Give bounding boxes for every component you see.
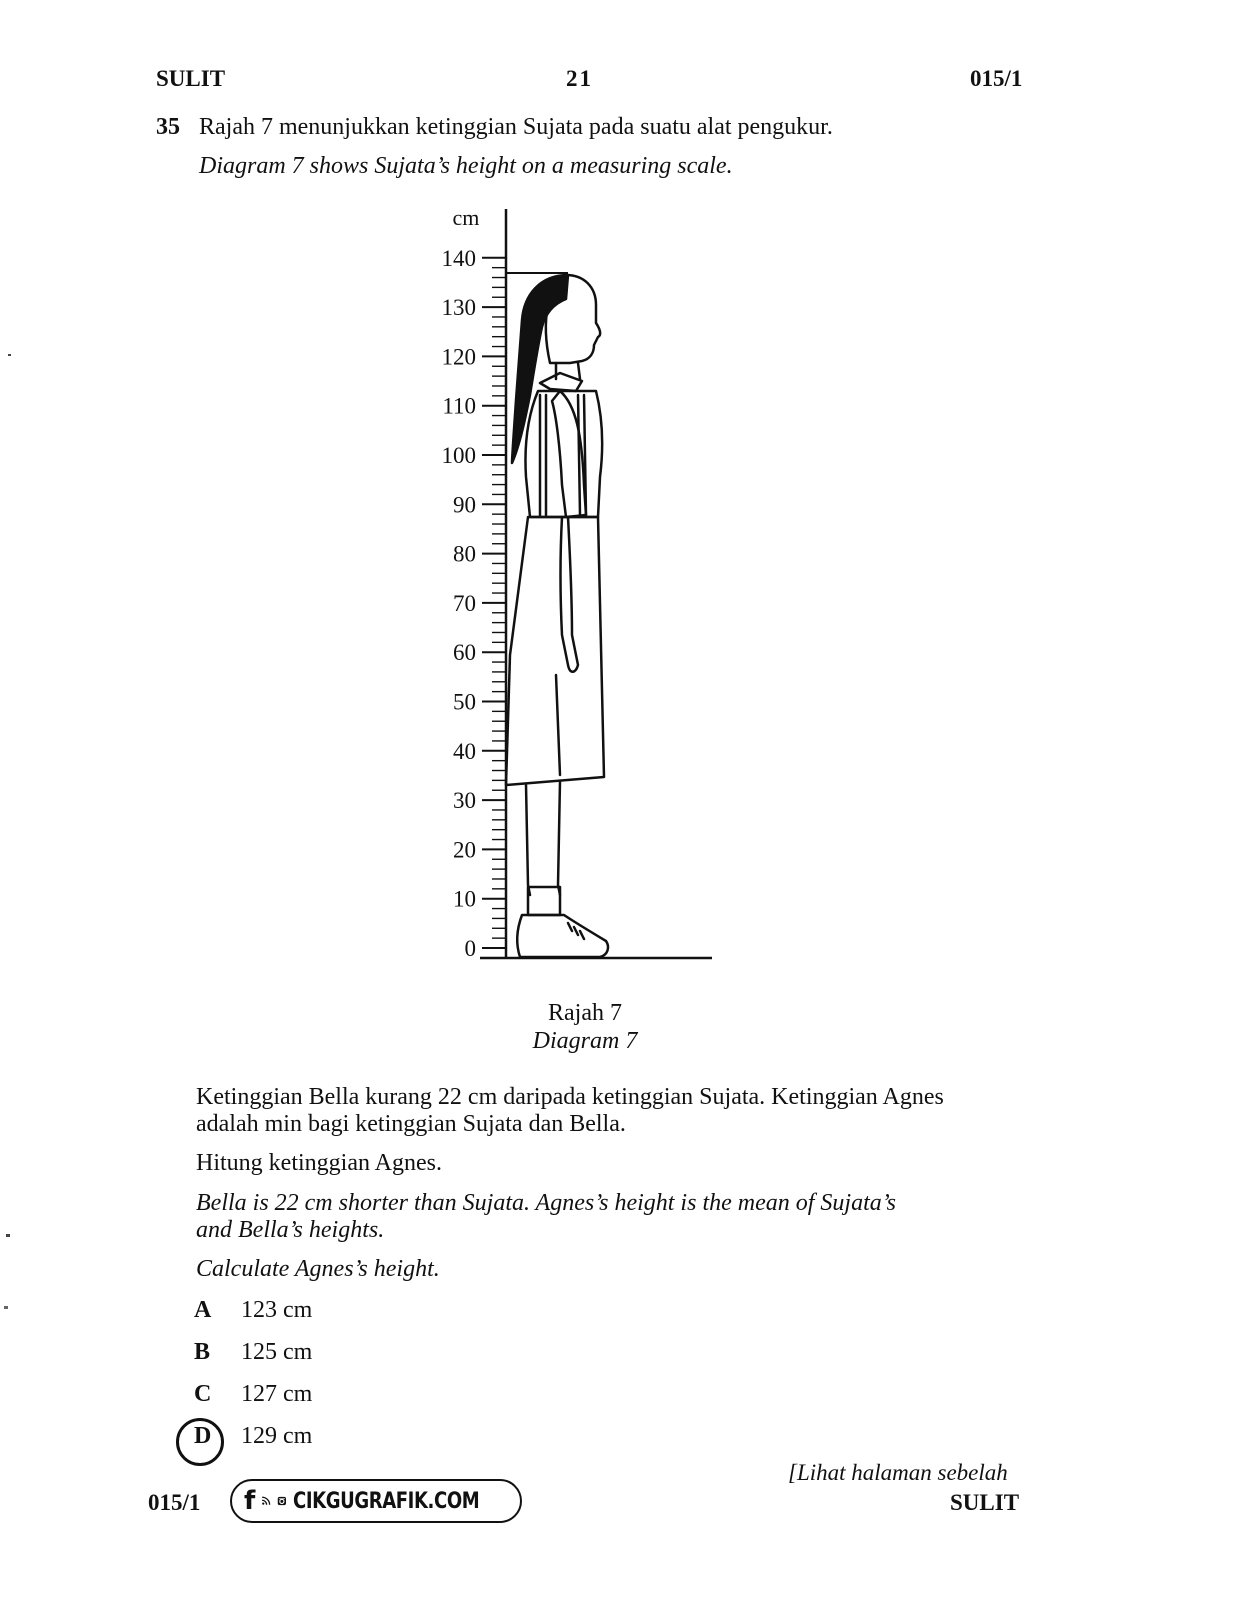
option-letter-c[interactable]: C: [194, 1381, 212, 1407]
scale-label: 130: [441, 295, 476, 321]
scale-label: 20: [453, 837, 476, 863]
question-intro-malay: Rajah 7 menunjukkan ketinggian Sujata pada suatu alat pengukur.: [199, 114, 833, 140]
paragraph-malay-line-1: Ketinggian Bella kurang 22 cm daripada ketinggian Sujata. Ketinggian Agnes: [196, 1084, 944, 1110]
scale-label: 100: [441, 443, 476, 468]
scan-speck: [4, 1306, 8, 1309]
paragraph-malay-line-2: adalah min bagi ketinggian Sujata dan Bella.: [196, 1111, 626, 1137]
scale-label: 110: [442, 393, 476, 419]
option-value-b[interactable]: 125 cm: [241, 1339, 313, 1365]
brand-text[interactable]: CIKGUGRAFIK.COM: [292, 1488, 480, 1514]
header-classification: SULIT: [156, 66, 226, 91]
scale-ticks: [482, 258, 506, 948]
diagram-caption-english: Diagram 7: [532, 1028, 638, 1054]
scale-unit-label: cm: [452, 205, 480, 230]
option-value-c[interactable]: 127 cm: [241, 1381, 313, 1407]
option-letter-a[interactable]: A: [194, 1297, 212, 1323]
next-page-note: [Lihat halaman sebelah: [788, 1460, 1008, 1485]
scan-speck: [6, 1234, 10, 1237]
measuring-scale: [400, 195, 740, 975]
scale-label: 120: [441, 344, 476, 370]
paragraph-english-line-2: and Bella’s heights.: [196, 1217, 385, 1243]
scale-label: 0: [464, 936, 476, 961]
scale-label: 10: [453, 886, 476, 912]
scale-label: 60: [453, 640, 476, 666]
scale-label: 140: [441, 245, 476, 271]
scale-label: 30: [453, 788, 476, 814]
scan-speck: [8, 354, 11, 356]
diagram-caption-malay: Rajah 7: [548, 1000, 622, 1026]
paragraph-english-line-1: Bella is 22 cm shorter than Sujata. Agnes’s height is the mean of Sujata’s: [196, 1190, 896, 1216]
diagram-7: [400, 195, 740, 975]
scale-label: 50: [453, 689, 476, 715]
option-value-d[interactable]: 129 cm: [241, 1423, 313, 1449]
rss-icon[interactable]: [261, 1488, 271, 1514]
brand-badge[interactable]: [230, 1479, 522, 1523]
scale-label: 70: [453, 590, 476, 616]
page-number: 21: [566, 66, 593, 91]
option-letter-b[interactable]: B: [194, 1339, 211, 1365]
facebook-icon[interactable]: f: [244, 1486, 256, 1516]
paper-code: 015/1: [970, 66, 1023, 91]
scale-label: 80: [453, 541, 476, 567]
question-number: 35: [156, 114, 180, 140]
option-value-a[interactable]: 123 cm: [241, 1297, 313, 1323]
instruction-english: Calculate Agnes’s height.: [196, 1256, 440, 1282]
student-figure: [506, 275, 608, 957]
instruction-malay: Hitung ketinggian Agnes.: [196, 1150, 442, 1176]
question-intro-english: Diagram 7 shows Sujata’s height on a measuring scale.: [199, 153, 733, 179]
scale-label: 90: [453, 492, 476, 518]
scale-label: 40: [453, 738, 476, 764]
footer-paper-code: 015/1: [148, 1490, 201, 1515]
footer-classification: SULIT: [950, 1490, 1020, 1515]
option-letter-d[interactable]: D: [194, 1423, 212, 1449]
instagram-icon[interactable]: [277, 1488, 287, 1514]
scale-labels: [442, 246, 477, 961]
